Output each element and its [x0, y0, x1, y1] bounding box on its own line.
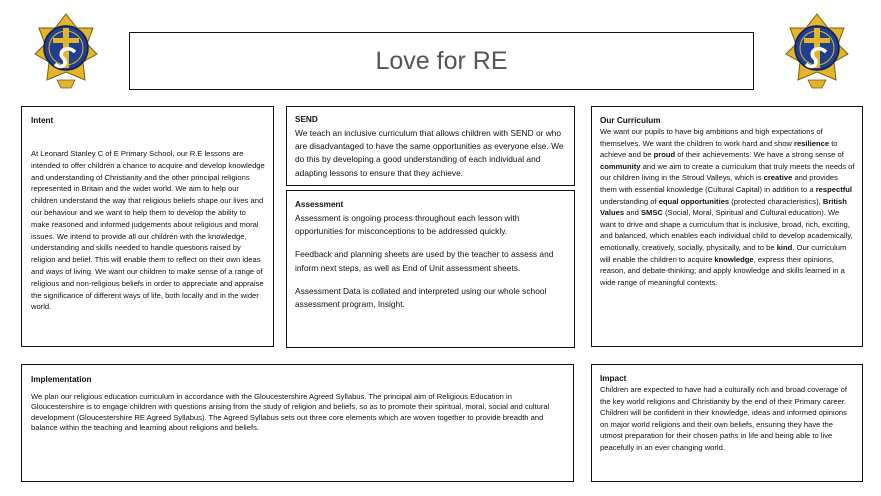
school-crest-left [27, 8, 105, 94]
curriculum-panel [591, 106, 863, 347]
curriculum-keyword: equal opportunities [658, 196, 730, 206]
implementation-panel [21, 364, 574, 482]
assessment-panel [286, 190, 575, 348]
page-title: Love for RE [375, 46, 508, 75]
assessment-heading: Assessment [295, 200, 344, 209]
curriculum-text: We want our pupils to have big ambitions and high expectations of themselves. We want the children to work hard and show [600, 127, 823, 148]
curriculum-text: and we aim to create a curriculum that truly meets the needs of our children living in the Stroud Valleys, which is [600, 161, 855, 183]
curriculum-body [600, 126, 856, 288]
curriculum-keyword: British Values [600, 196, 847, 218]
implementation-body: We plan our religious education curriculum in accordance with the Gloucestershire Agreed Syllabus. The principal aim of Religious Education in Gloucestershire is to engage children with questions arising from the study of religion and beliefs, so as to promote their spiritual, moral, social and cultural development (Gloucestershire RE Agreed Syllabus). The Agreed Syllabus sets out three core elements which are woven together to provide breadth and balance within the teaching and learning about religions and beliefs. [31, 392, 550, 433]
impact-body: Children are expected to have had a culturally rich and broad coverage of the key world religions and Christianity by the end of their Primary career. Children will be confident in their knowledge, ideas and informed opinions on major world religions and their own beliefs, ensuring they have the utmost preparation for their chosen paths in life and being able to live peacefully in an ever changing world. [600, 385, 847, 452]
curriculum-text: and provides them with essential knowledge (Cultural Capital) in addition to a [600, 173, 838, 194]
curriculum-text: to achieve and be [600, 138, 838, 160]
assessment-para-3: Assessment Data is collated and interpreted using our whole school assessment program, Insight. [295, 285, 547, 310]
curriculum-keyword: proud [653, 150, 676, 160]
curriculum-keyword: SMSC [640, 208, 663, 218]
page-title-box [129, 32, 754, 90]
send-heading: SEND [295, 115, 318, 124]
curriculum-keyword: creative [763, 173, 793, 183]
curriculum-keyword: kind [776, 242, 793, 252]
send-body: We teach an inclusive curriculum that allows children with SEND or who are disadvantaged to have the same opportunities as everyone else. We do this by developing a good understanding of each individual and adapting lessons to ensure that they achieve. [295, 128, 564, 178]
curriculum-keyword: community [600, 161, 641, 171]
curriculum-text: . Our curriculum will enable the children to acquire [600, 242, 847, 264]
intent-body: At Leonard Stanley C of E Primary School, our R.E lessons are intended to offer children a chance to acquire and develop knowledge and understanding of Christianity and the other principal religions represented in Britain and the wider world. We aim to help our children understand the way that religious beliefs shape our lives and our behaviour and we want to help them to develop the ability to make reasoned and informed judgements about religious and moral issues. We intend to provide all our children with the knowledge, understanding and skills needed to handle questions raised by religion and belief. This will enable them to reflect on their own ideas and ways of living. We want our children to make sense of a range of religious and non-religious beliefs in order to appreciate and appraise the significance of different ways of life, both locally and in the wider world. [31, 149, 265, 312]
curriculum-keyword: knowledge [714, 254, 754, 264]
curriculum-heading: Our Curriculum [600, 116, 661, 125]
curriculum-keyword: resilience [794, 138, 830, 148]
school-crest-right [778, 8, 856, 94]
curriculum-text: and [624, 208, 641, 218]
impact-panel [591, 364, 863, 482]
assessment-para-2: Feedback and planning sheets are used by the teacher to assess and inform next steps, as well as End of Unit assessment sheets. [295, 249, 554, 273]
send-panel [286, 106, 575, 186]
curriculum-text: (protected characteristics), [729, 196, 823, 206]
curriculum-text: understanding of [600, 196, 659, 206]
intent-panel [21, 106, 274, 347]
curriculum-keyword: respectful [815, 184, 852, 194]
implementation-heading: Implementation [31, 375, 92, 384]
assessment-para-1: Assessment is ongoing process throughout each lesson with opportunities for misconceptions to be addressed quickly. [295, 213, 520, 237]
intent-heading: Intent [31, 116, 54, 125]
curriculum-text: (Social, Moral, Spiritual and Cultural education). We want to drive and shape a curriculum that is inclusive, broad, rich, exciting, and balanced, which enables each individual child to develop academically, emotionally, creatively, socially, physically, and to be [600, 208, 853, 252]
curriculum-text: of their achievements. We have a strong sense of [675, 150, 844, 160]
impact-heading: Impact [600, 374, 627, 383]
curriculum-text: , express their opinions, reason, and debate-thinking; and apply knowledge and skills learned in a wide range of meaningful contexts. [600, 254, 845, 287]
